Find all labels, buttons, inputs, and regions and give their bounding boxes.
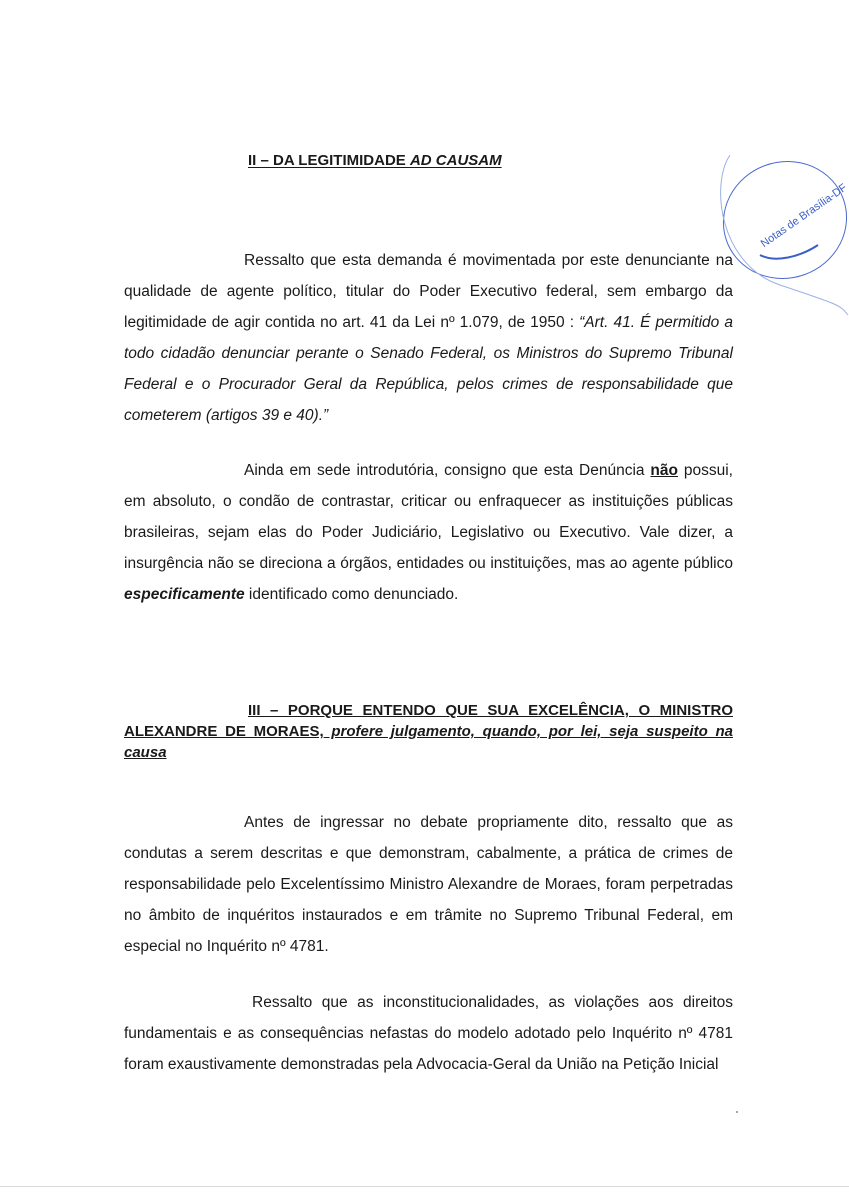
emphasis-especificamente: especificamente [124, 586, 245, 603]
paragraph-introductory-text-c: identificado como denunciado. [244, 586, 459, 603]
paragraph-legitimacy [124, 245, 733, 431]
paragraph-legitimacy-text: Ressalto que esta demanda é movimentada por este denunciante na qualidade de agente político, titular do Poder Executivo federal, sem embargo da legitimidade de agir contida no art. 41 da Lei nº 1.079, de 1950 : [124, 252, 733, 331]
page-bottom-edge [0, 1186, 849, 1187]
paragraph-introductory [124, 455, 733, 610]
section-3-heading-italic: profere julgamento, quando, por lei, seja suspeito na causa [124, 723, 733, 761]
paragraph-legitimacy-quote: “Art. 41. É permitido a todo cidadão denunciar perante o Senado Federal, os Ministros do Supremo Tribunal Federal e o Procurador Geral da República, pelos crimes de responsabilidade que cometerem (artigos 39 e 40).” [124, 314, 733, 424]
section-2-heading [248, 152, 502, 169]
section-3-heading [124, 700, 733, 763]
stamp-text: Notas de Brasília-DF [758, 181, 849, 251]
emphasis-nao: não [650, 462, 678, 479]
speck [736, 1111, 738, 1113]
section-3-heading-bold: III – PORQUE ENTENDO QUE SUA EXCELÊNCIA, O MINISTRO ALEXANDRE DE MORAES, [124, 702, 733, 740]
paragraph-conduct-text: Antes de ingressar no debate propriamente dito, ressalto que as condutas a serem descritas e que demonstram, cabalmente, a prática de crimes de responsabilidade pelo Excelentíssimo Ministro Alexandre de Moraes, foram perpetradas no âmbito de inquéritos instaurados e em trâmite no Supremo Tribunal Federal, em especial no Inquérito nº 4781. [124, 814, 733, 955]
paragraph-unconstitutionality [124, 987, 733, 1080]
paragraph-introductory-text-a: Ainda em sede introdutória, consigno que esta Denúncia [244, 462, 651, 479]
paragraph-conduct [124, 807, 733, 962]
section-2-heading-italic: AD CAUSAM [409, 152, 502, 169]
paragraph-unconstitutionality-text: Ressalto que as inconstitucionalidades, as violações aos direitos fundamentais e as consequências nefastas do modelo adotado pelo Inquérito nº 4781 foram exaustivamente demonstradas pela Advocacia-Geral da União na Petição Inicial [124, 994, 733, 1073]
notary-stamp [690, 145, 849, 325]
section-2-heading-prefix: II – DA LEGITIMIDADE [248, 152, 410, 169]
paragraph-introductory-text-b: possui, em absoluto, o condão de contrastar, criticar ou enfraquecer as instituições públicas brasileiras, sejam elas do Poder Judiciário, Legislativo ou Executivo. Vale dizer, a insurgência não se direciona a órgãos, entidades ou instituições, mas ao agente público [124, 462, 733, 572]
